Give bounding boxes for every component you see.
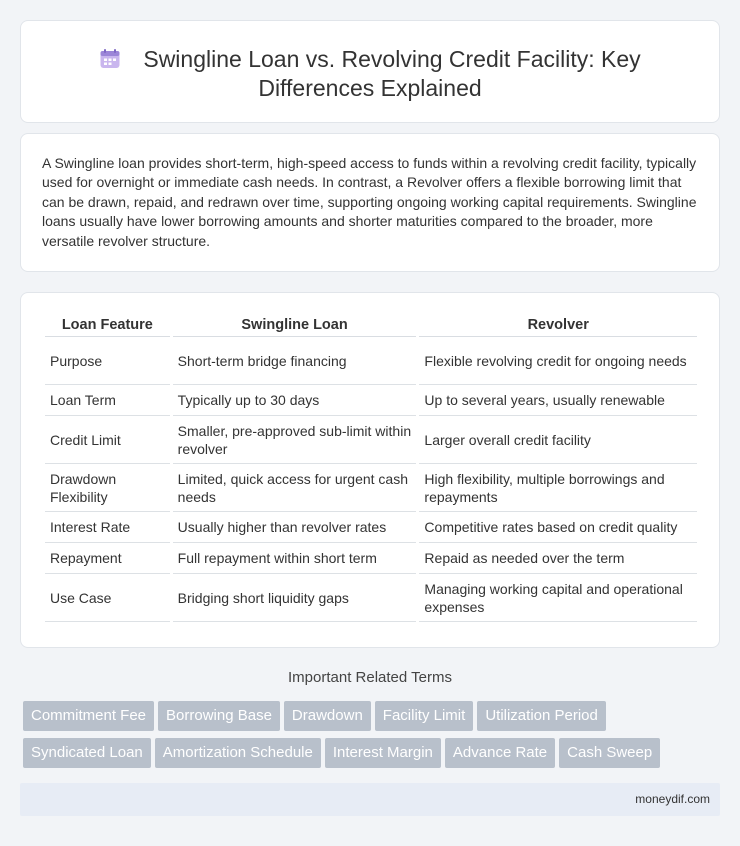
- swingline-cell: Bridging short liquidity gaps: [173, 574, 417, 622]
- page-title: [21, 45, 719, 103]
- title-line-2: Differences Explained: [258, 75, 482, 101]
- revolver-cell: Competitive rates based on credit quality: [419, 512, 697, 543]
- related-terms-title: Important Related Terms: [288, 669, 452, 686]
- feature-cell: Credit Limit: [45, 416, 170, 464]
- revolver-cell: Managing working capital and operational expenses: [419, 574, 697, 622]
- footer: [20, 783, 720, 816]
- tag-cash-sweep[interactable]: Cash Sweep: [559, 738, 660, 768]
- intro-card: [20, 133, 720, 272]
- feature-cell: Repayment: [45, 543, 170, 574]
- swingline-cell: Smaller, pre-approved sub-limit within revolver: [173, 416, 417, 464]
- tag-drawdown[interactable]: Drawdown: [284, 701, 371, 731]
- tag-row: [23, 738, 723, 775]
- table-row: [45, 543, 697, 574]
- table-row: [45, 337, 697, 385]
- revolver-cell: Repaid as needed over the term: [419, 543, 697, 574]
- revolver-cell: High flexibility, multiple borrowings and repayments: [419, 464, 697, 512]
- tag-row: [23, 701, 723, 738]
- tag-advance-rate[interactable]: Advance Rate: [445, 738, 555, 768]
- header-revolver: Revolver: [419, 314, 697, 337]
- table-row: [45, 385, 697, 416]
- feature-cell: Use Case: [45, 574, 170, 622]
- tag-facility-limit[interactable]: Facility Limit: [375, 701, 474, 731]
- swingline-cell: Short-term bridge financing: [173, 337, 417, 385]
- table-row: [45, 416, 697, 464]
- feature-cell: Interest Rate: [45, 512, 170, 543]
- tag-utilization-period[interactable]: Utilization Period: [477, 701, 606, 731]
- tag-syndicated-loan[interactable]: Syndicated Loan: [23, 738, 151, 768]
- table-row: [45, 512, 697, 543]
- related-terms: [23, 701, 723, 775]
- feature-cell: Loan Term: [45, 385, 170, 416]
- table-row: [45, 574, 697, 622]
- title-card: [20, 20, 720, 123]
- header-loan-feature: Loan Feature: [45, 314, 170, 337]
- swingline-cell: Usually higher than revolver rates: [173, 512, 417, 543]
- comparison-table: [42, 314, 700, 622]
- tag-commitment-fee[interactable]: Commitment Fee: [23, 701, 154, 731]
- tag-interest-margin[interactable]: Interest Margin: [325, 738, 441, 768]
- swingline-cell: Typically up to 30 days: [173, 385, 417, 416]
- feature-cell: Drawdown Flexibility: [45, 464, 170, 512]
- table-row: [45, 464, 697, 512]
- revolver-cell: Up to several years, usually renewable: [419, 385, 697, 416]
- swingline-cell: Full repayment within short term: [173, 543, 417, 574]
- calendar-icon: [99, 48, 121, 70]
- comparison-card: [20, 292, 720, 648]
- table-header-row: [45, 314, 697, 337]
- tag-amortization-schedule[interactable]: Amortization Schedule: [155, 738, 321, 768]
- swingline-cell: Limited, quick access for urgent cash needs: [173, 464, 417, 512]
- tag-borrowing-base[interactable]: Borrowing Base: [158, 701, 280, 731]
- header-swingline-loan: Swingline Loan: [173, 314, 417, 337]
- intro-paragraph: A Swingline loan provides short-term, high-speed access to funds within a revolving credit facility, typically used for overnight or immediate cash needs. In contrast, a Revolver offers a flexible borrowing limit that can be drawn, repaid, and redrawn over time, supporting ongoing working capital requirements. Swingline loans usually have lower borrowing amounts and shorter maturities compared to the broader, more versatile revolver structure.: [42, 155, 697, 249]
- footer-site[interactable]: moneydif.com: [635, 792, 710, 806]
- feature-cell: Purpose: [45, 337, 170, 385]
- revolver-cell: Larger overall credit facility: [419, 416, 697, 464]
- revolver-cell: Flexible revolving credit for ongoing needs: [419, 337, 697, 385]
- title-line-1: Swingline Loan vs. Revolving Credit Facility: Key: [143, 46, 641, 72]
